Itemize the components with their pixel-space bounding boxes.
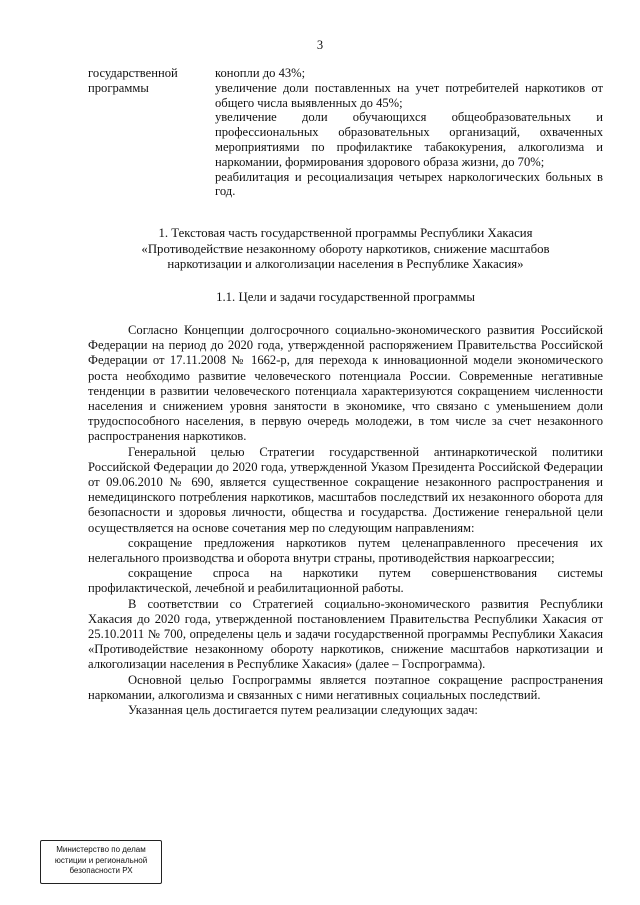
stamp-line: безопасности РХ: [69, 866, 133, 875]
paragraph: В соответствии со Стратегией социально-экономического развития Республики Хакасия до 2020 года, утвержденной постановлением Правительства Республики Хакасия от 25.10.2011 № 700, определены цель и задачи государственной программы Республики Хакасия «Противодействие незаконному обороту наркотиков, снижение масштабов наркотизации и алкоголизации населения в Республике Хакасия» (далее – Госпрограмма).: [88, 596, 603, 672]
section-heading-line: «Противодействие незаконному обороту наркотиков, снижение масштабов: [141, 241, 550, 256]
ministry-stamp: [40, 840, 162, 884]
paragraph: Указанная цель достигается путем реализации следующих задач:: [128, 703, 478, 718]
table-label-line: государственной: [88, 66, 178, 80]
table-item: увеличение доли поставленных на учет потребителей наркотиков от общего числа выявленных до 45%;: [215, 80, 603, 110]
section-heading: [88, 226, 603, 273]
paragraph: сокращение предложения наркотиков путем целенаправленного пресечения их нелегального производства и оборота внутри страны, противодействия наркоагрессии;: [88, 535, 603, 566]
section-heading-line: наркотизации и алкоголизации населения в Республике Хакасия»: [167, 257, 524, 272]
table-item: увеличение доли обучающихся общеобразовательных и профессиональных образовательных организаций, охваченных мероприятиями по профилактике табакокурения, алкоголизма и наркомании, формирования здорового образа жизни, до 70%;: [215, 110, 603, 169]
page-number: 3: [316, 38, 324, 52]
table-label-line: программы: [88, 80, 149, 95]
paragraph: Согласно Концепции долгосрочного социально-экономического развития Российской Федерации на период до 2020 года, утвержденной распоряжением Правительства Российской Федерации от 17.11.2008 № 1662-р, для перехода к инновационной модели экономического роста необходимо развитие человеческого потенциала России. Современные негативные тенденции в развитии человеческого потенциала характеризуются сокращением численности населения и снижением уровня занятости в экономике, что связано с уменьшением доли трудоспособного населения, в первую очередь молодежи, в том числе за счет незаконного распространения наркотиков.: [88, 323, 603, 444]
table-item: конопли до 43%;: [215, 66, 306, 80]
table-item: реабилитация и ресоциализация четырех наркологических больных в год.: [215, 169, 603, 199]
paragraph: Генеральной целью Стратегии государственной антинаркотической политики Российской Федерации до 2020 года, утвержденной Указом Президента Российской Федерации от 09.06.2010 № 690, является существенное сокращение незаконного распространения и немедицинского потребления наркотиков, масштабов последствий их незаконного оборота для безопасности и здоровья личности, общества и государства. Достижение генеральной цели осуществляется на основе сочетания мер по следующим направлениям:: [88, 444, 603, 535]
stamp-line: юстиции и региональной: [54, 855, 148, 865]
subsection-heading: 1.1. Цели и задачи государственной программы: [216, 290, 475, 304]
main-text: [88, 323, 603, 718]
program-targets-table: [88, 66, 603, 199]
paragraph: сокращение спроса на наркотики путем совершенствования системы профилактической, лечебной и реабилитационной работы.: [88, 566, 603, 596]
section-heading-line: 1. Текстовая часть государственной программы Республики Хакасия: [158, 226, 533, 240]
paragraph: Основной целью Госпрограммы является поэтапное сокращение распространения наркомании, алкоголизма и связанных с ними негативных социальных последствий.: [88, 672, 603, 702]
table-items: [215, 66, 603, 199]
table-label: [88, 66, 215, 199]
stamp-line: Министерство по делам: [56, 845, 146, 854]
